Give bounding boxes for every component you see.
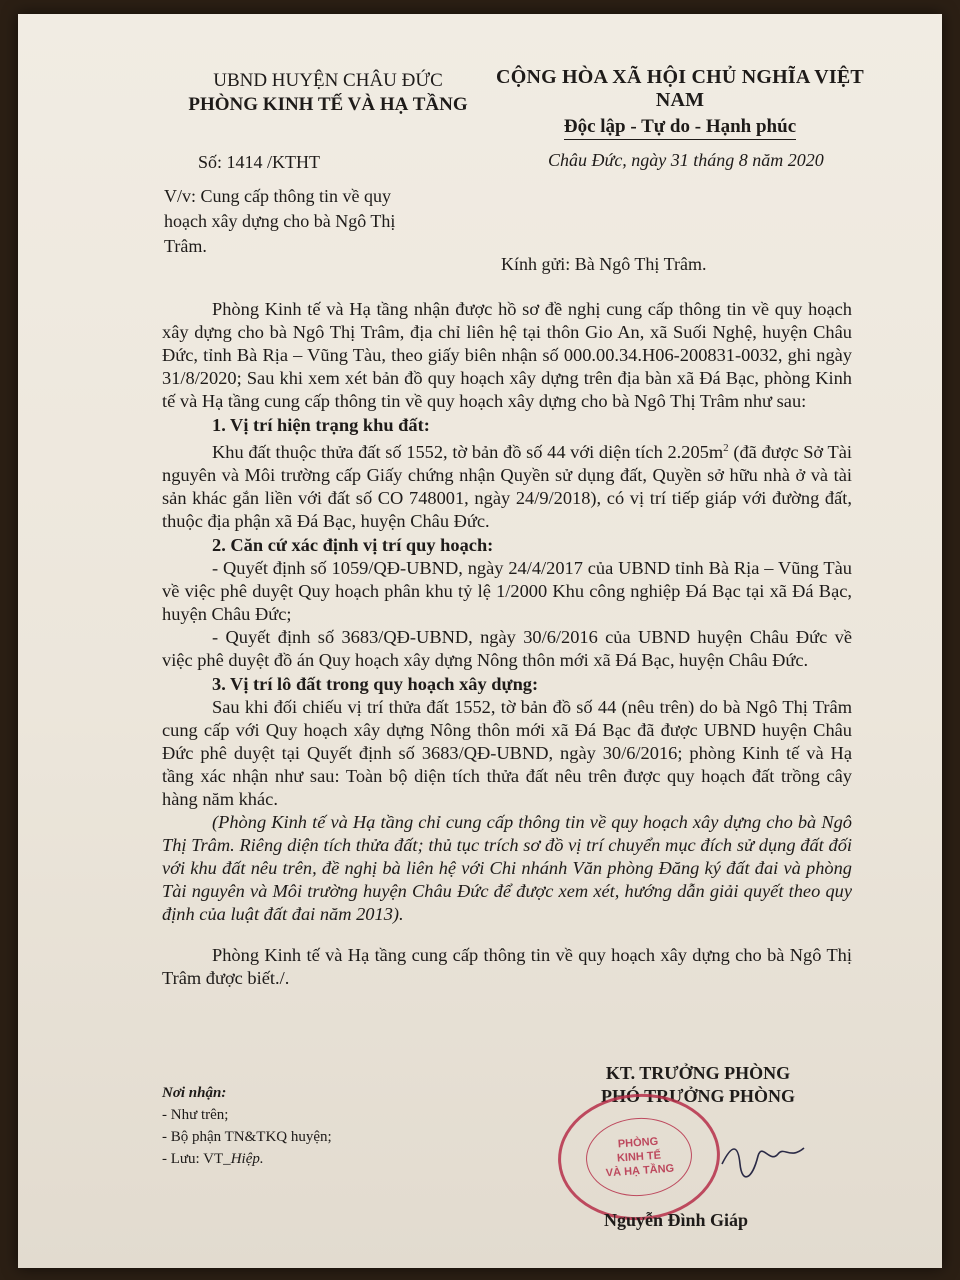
- document-subject: V/v: Cung cấp thông tin về quy hoạch xây dựng cho bà Ngô Thị Trâm.: [164, 186, 396, 256]
- section-1-heading: 1. Vị trí hiện trạng khu đất:: [212, 415, 430, 435]
- document-number: Số: 1414 /KTHT: [198, 152, 321, 172]
- recipient-item: [162, 1148, 332, 1170]
- document-body: [162, 298, 852, 990]
- recipients-label: Nơi nhận:: [162, 1085, 227, 1101]
- section-1-text: [162, 437, 852, 533]
- signature-title-line1: KT. TRƯỞNG PHÒNG: [605, 1063, 791, 1083]
- signature-title-line2: PHÓ TRƯỞNG PHÒNG: [600, 1086, 795, 1106]
- seal-line1: PHÒNG: [617, 1135, 659, 1151]
- national-motto: Độc lập - Tự do - Hạnh phúc: [564, 116, 796, 140]
- recipient-item: - Như trên;: [162, 1107, 229, 1123]
- section-1-text-start: Khu đất thuộc thửa đất số 1552, tờ bản đồ số 44 với diện tích 2.205m: [212, 442, 724, 463]
- document-page: [18, 14, 942, 1268]
- section-2-item-2: - Quyết định số 3683/QĐ-UBND, ngày 30/6/2016 của UBND huyện Châu Đức về việc phê duyệt đồ án Quy hoạch xây dựng Nông thôn mới xã Đá Bạc, huyện Châu Đức.: [162, 627, 852, 671]
- signer-name: Nguyễn Đình Giáp: [604, 1210, 749, 1230]
- handwritten-signature-icon: [718, 1134, 808, 1184]
- seal-line2: KINH TẾ: [616, 1149, 662, 1165]
- parent-organization: UBND HUYỆN CHÂU ĐỨC: [213, 70, 443, 91]
- recipient-item-initials: Hiệp.: [230, 1151, 264, 1167]
- seal-inner-ring: [583, 1114, 694, 1199]
- note-paragraph: (Phòng Kinh tế và Hạ tầng chỉ cung cấp thông tin về quy hoạch xây dựng cho bà Ngô Thị Trâm. Riêng diện tích thửa đất; thủ tục trích sơ đồ vị trí chuyển mục đích sử dụng đất đối với khu đất nêu trên, đề nghị bà liên hệ với Chi nhánh Văn phòng Đăng ký đất đai và phòng Tài nguyên và Môi trường huyện Châu Đức để được xem xét, hướng dẫn giải quyết theo quy định của luật đất đai năm 2013).: [162, 812, 852, 925]
- recipients-list: [162, 1082, 332, 1170]
- national-title: [470, 66, 890, 140]
- seal-line3: VÀ HẠ TẦNG: [605, 1162, 675, 1180]
- issuing-authority: [178, 70, 478, 116]
- closing-paragraph: Phòng Kinh tế và Hạ tầng cung cấp thông tin về quy hoạch xây dựng cho bà Ngô Thị Trâm được biết./.: [162, 945, 852, 989]
- nation-name: CỘNG HÒA XÃ HỘI CHỦ NGHĨA VIỆT NAM: [496, 66, 864, 111]
- area-unit-superscript: 2: [723, 442, 729, 454]
- intro-paragraph: Phòng Kinh tế và Hạ tầng nhận được hồ sơ đề nghị cung cấp thông tin về quy hoạch xây dựng cho bà Ngô Thị Trâm, địa chỉ liên hệ tại thôn Gio An, xã Suối Nghệ, huyện Châu Đức, tỉnh Bà Rịa – Vũng Tàu, theo giấy biên nhận số 000.00.34.H06-200831-0032, ghi ngày 31/8/2020; Sau khi xem xét bản đồ quy hoạch xây dựng trên địa bàn xã Đá Bạc, phòng Kinh tế và Hạ tầng cung cấp thông tin về quy hoạch xây dựng cho bà Ngô Thị Trâm như sau:: [162, 299, 852, 411]
- section-3-heading: 3. Vị trí lô đất trong quy hoạch xây dựng:: [212, 674, 539, 695]
- section-2-item-1: - Quyết định số 1059/QĐ-UBND, ngày 24/4/2017 của UBND tỉnh Bà Rịa – Vũng Tàu về việc phê duyệt Quy hoạch phân khu tỷ lệ 1/2000 Khu công nghiệp Đá Bạc tại xã Đá Bạc, huyện Châu Đức;: [162, 558, 852, 625]
- addressee: Kính gửi: Bà Ngô Thị Trâm.: [501, 254, 707, 274]
- section-1-text-end: (đã được Sở Tài nguyên và Môi trường cấp Giấy chứng nhận Quyền sử dụng đất, Quyền sở hữu nhà ở và tài sản khác gắn liền với đất số CO 748001, ngày 24/9/2018), có vị trí tiếp giáp với đường đất, thuộc địa phận xã Đá Bạc, huyện Châu Đức.: [162, 442, 852, 532]
- section-2-heading: 2. Căn cứ xác định vị trí quy hoạch:: [212, 535, 494, 556]
- recipient-item: - Bộ phận TN&TKQ huyện;: [162, 1129, 332, 1145]
- recipient-item-text: - Lưu: VT_: [162, 1151, 231, 1167]
- section-3-text: Sau khi đối chiếu vị trí thửa đất 1552, tờ bản đồ số 44 (nêu trên) do bà Ngô Thị Trâm cung cấp với Quy hoạch xây dựng Nông thôn mới xã Đá Bạc đã được UBND huyện Châu Đức phê duyệt tại Quyết định số 3683/QĐ-UBND, ngày 30/6/2016; phòng Kinh tế và Hạ tầng xác nhận như sau: Toàn bộ diện tích thửa đất nêu trên được quy hoạch đất trồng cây hàng năm khác.: [162, 697, 852, 810]
- document-date: Châu Đức, ngày 31 tháng 8 năm 2020: [548, 150, 824, 170]
- department-name: PHÒNG KINH TẾ VÀ HẠ TẦNG: [188, 94, 468, 115]
- official-seal-icon: [554, 1089, 724, 1226]
